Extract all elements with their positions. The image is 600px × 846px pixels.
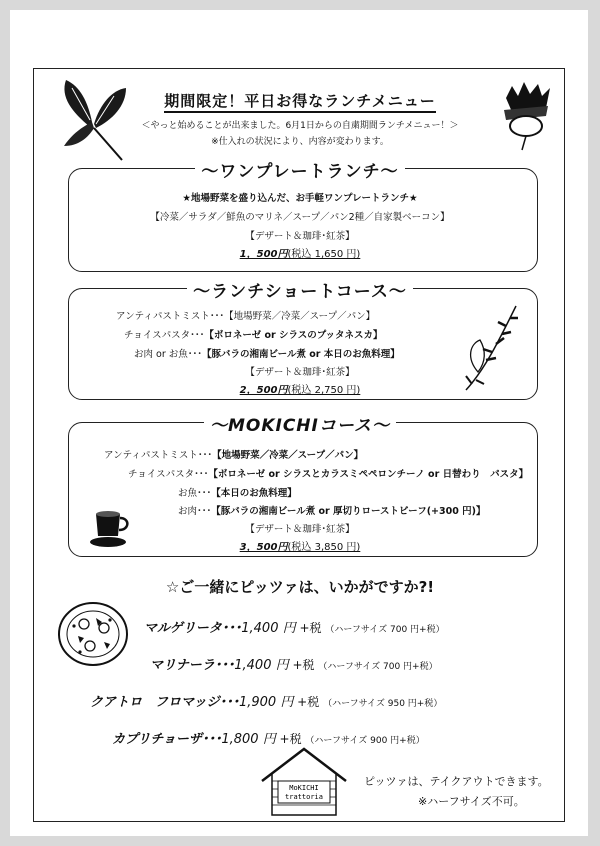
- mokichi-course-row: チョイスパスタ･･･【ボロネーゼ or シラスとカラスミペペロンチーノ or 日替わり パスタ】: [128, 469, 529, 480]
- short-course-row: お肉 or お魚･･･【豚バラの湘南ビール煮 or 本日のお魚料理】: [134, 349, 400, 360]
- short-course-row: チョイスパスタ･･･【ボロネーゼ or シラスのプッタネスカ】: [124, 330, 383, 341]
- pizza-item: クアトロ フロマッジ･･･1,900 円 +税 （ハーフサイズ 950 円+税）: [90, 695, 443, 710]
- pizza-item: マリナーラ･･･1,400 円 +税 （ハーフサイズ 700 円+税）: [150, 658, 438, 673]
- house-logo-icon: [258, 745, 350, 817]
- logo-line1: MoKICHI: [289, 784, 319, 792]
- pizza-icon: [54, 598, 132, 670]
- one-plate-price: 1，500円(税込 1,650 円): [239, 249, 361, 260]
- one-plate-items: 【冷菜／サラダ／鮮魚のマリネ／スープ／パン2種／自家製ベーコン】: [150, 212, 450, 223]
- one-plate-tagline: ★地場野菜を盛り込んだ、お手軽ワンプレートランチ★: [182, 193, 418, 204]
- one-plate-title: ～ワンプレートランチ～: [0, 157, 600, 182]
- takeout-note: ※ハーフサイズ不可。: [418, 795, 525, 808]
- mokichi-course-row: お魚･･･【本日のお魚料理】: [178, 488, 297, 499]
- short-course-row: アンティパストミスト･･･【地場野菜／冷菜／スープ／パン】: [116, 311, 376, 322]
- one-plate-dessert: 【デザート＆珈琲･紅茶】: [245, 231, 355, 242]
- short-course-dessert: 【デザート＆珈琲･紅茶】: [245, 367, 355, 378]
- pizza-heading: ☆ご一緒にピッツァは、いかがですか?!: [165, 578, 435, 596]
- mokichi-course-box: [68, 422, 538, 557]
- pizza-item: マルゲリータ･･･1,400 円 +税 （ハーフサイズ 700 円+税）: [144, 621, 445, 636]
- mokichi-course-row: アンティパストミスト･･･【地場野菜／冷菜／スープ／パン】: [104, 450, 364, 461]
- takeout-text: ピッツァは、テイクアウトできます。: [364, 775, 549, 788]
- menu-subtitle: ＜やっと始めることが出来ました。6月1日からの自粛期間ランチメニュー！＞: [141, 121, 459, 131]
- mokichi-course-row: お肉･･･【豚バラの湘南ビール煮 or 厚切りローストビーフ(+300 円)】: [178, 506, 486, 517]
- mokichi-course-title: ～MOKICHIコース～: [0, 411, 600, 436]
- menu-title: 期間限定！平日お得なランチメニュー: [0, 90, 600, 111]
- menu-notice: ※仕入れの状況により、内容が変わります。: [211, 137, 389, 147]
- short-course-title: ～ランチショートコース～: [0, 277, 600, 302]
- mokichi-course-price: 3，500円(税込 3,850 円): [239, 542, 361, 553]
- mokichi-course-dessert: 【デザート＆珈琲･紅茶】: [245, 524, 355, 535]
- short-course-price: 2，500円(税込 2,750 円): [239, 385, 361, 396]
- pizza-item: カプリチョーザ･･･1,800 円 +税 （ハーフサイズ 900 円+税）: [112, 732, 425, 747]
- logo-line2: trattoria: [285, 793, 323, 801]
